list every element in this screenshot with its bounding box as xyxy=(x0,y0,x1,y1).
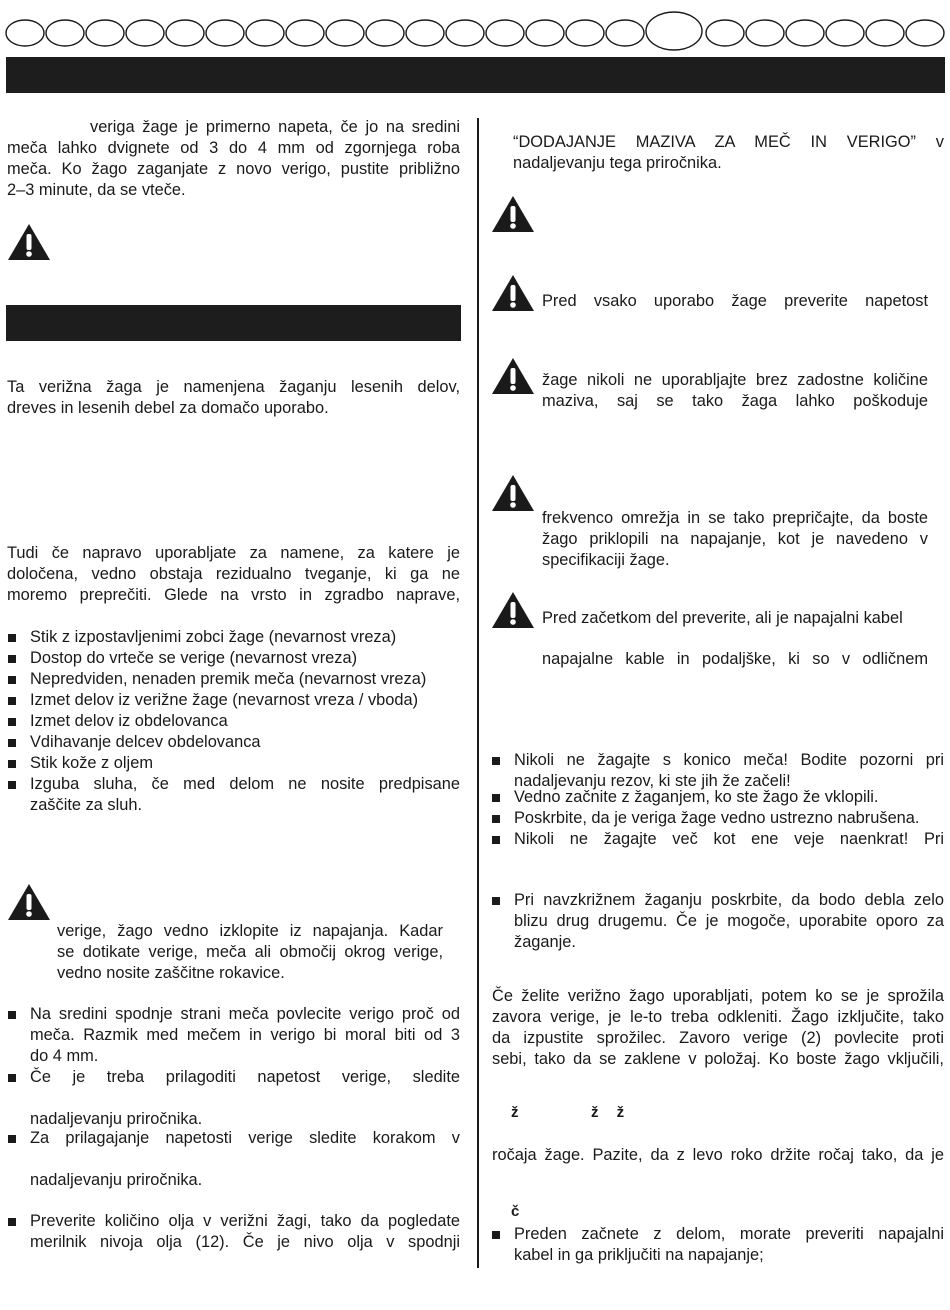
warning-triangle-icon xyxy=(491,273,535,313)
residual-risk-text: določena, vedno obstaja rezidualno tveganje, ki ga ne xyxy=(7,565,460,583)
chain-tension-text: veriga žage je primerno napeta, če jo na sredini xyxy=(90,118,460,136)
warning-text: se dotikate verige, meča ali območij okrog verige, xyxy=(57,943,443,961)
warning-text: Pred začetkom del preverite, ali je napajalni kabel xyxy=(542,609,903,627)
lubrication-ref-text: “DODAJANJE MAZIVA ZA MEČ IN VERIGO” v xyxy=(513,133,944,151)
warning-text: žage nikoli ne uporabljajte brez zadostne količine xyxy=(542,371,928,389)
list-item: Preden začnete z delom, morate preveriti napajalni kabel in ga priključiti na napajanje; xyxy=(492,1224,944,1266)
warning-text: napajalne kable in podaljške, ki so v odličnem xyxy=(542,650,928,668)
warning-triangle-icon xyxy=(491,194,535,234)
chain-tension-text: meča lahko dvignete od 3 do 4 mm od zgornjega roba xyxy=(7,139,460,157)
list-item: Preverite količino olja v verižni žagi, tako da pogledate merilnik nivoja olja (12). Če je nivo olja v spodnji xyxy=(8,1211,460,1253)
residual-risk-text: moremo preprečiti. Glede na vrsto in zgradbo naprave, xyxy=(7,586,460,604)
list-item: Nikoli ne žagajte s konico meča! Bodite pozorni pri nadaljevanju rezov, ki ste jih že začeli! xyxy=(492,750,944,792)
bold-fragment: ž ž xyxy=(591,1104,625,1121)
lubrication-ref-text: nadaljevanju tega priročnika. xyxy=(513,154,722,172)
list-item: Izguba sluha, če med delom ne nosite predpisane zaščite za sluh. xyxy=(8,774,460,816)
section-bar xyxy=(6,305,461,341)
list-item: Če je treba prilagoditi napetost verige, sledite nadaljevanju priročnika. xyxy=(8,1067,460,1130)
warning-text: vedno nosite zaščitne rokavice. xyxy=(57,964,285,982)
chain-brake-text: Če želite verižno žago uporabljati, potem ko se je sprožila xyxy=(492,987,944,1005)
intended-use-text: Ta verižna žaga je namenjena žaganju lesenih delov, xyxy=(7,378,460,396)
header-oval-row xyxy=(0,6,950,56)
warning-triangle-icon xyxy=(491,590,535,630)
handle-text: ročaja žage. Pazite, da z levo roko držite ročaj tako, da je xyxy=(492,1146,944,1164)
warning-text: maziva, saj se tako žaga lahko poškoduje xyxy=(542,392,928,410)
intended-use-text: dreves in lesenih debel za domačo uporabo. xyxy=(7,399,329,417)
header-bar xyxy=(6,57,945,93)
chain-brake-text: da izpustite sprožilec. Zavoro verige (2) povlecite proti xyxy=(492,1029,944,1047)
chain-brake-text: sebi, tako da se zaklene v položaj. Ko boste žago vključili, xyxy=(492,1050,944,1068)
chain-brake-text: zavora verige, je le-to treba odkleniti. Žago izključite, tako xyxy=(492,1008,944,1026)
bold-fragment: č xyxy=(511,1203,520,1220)
chain-tension-text: 2–3 minute, da se vteče. xyxy=(7,181,186,199)
list-item: Na sredini spodnje strani meča povlecite verigo proč od meča. Razmik med mečem in verigo bi moral biti od 3 do 4 mm. xyxy=(8,1004,460,1067)
warning-triangle-icon xyxy=(7,882,51,922)
residual-risk-text: Tudi če napravo uporabljate za namene, za katere je xyxy=(7,544,460,562)
warning-text: Pred vsako uporabo žage preverite napetost xyxy=(542,292,928,310)
warning-text: žago priklopili na napajanje, kot je navedeno v xyxy=(542,530,928,548)
warning-text: verige, žago vedno izklopite iz napajanja. Kadar xyxy=(57,922,443,940)
bold-fragment: ž xyxy=(511,1104,519,1121)
warning-triangle-icon xyxy=(491,356,535,396)
chain-tension-text: meča. Ko žago zaganjate z novo verigo, pustite približno xyxy=(7,160,460,178)
list-item: Pri navzkrižnem žaganju poskrbite, da bodo debla zelo blizu drug drugemu. Če je mogoče, uporabite oporo za žaganje. xyxy=(492,890,944,953)
warning-text: specifikaciji žage. xyxy=(542,551,670,569)
column-divider xyxy=(477,118,479,1268)
warning-triangle-icon xyxy=(7,222,51,262)
warning-triangle-icon xyxy=(491,473,535,513)
list-item: Za prilagajanje napetosti verige sledite korakom v nadaljevanju priročnika. xyxy=(8,1128,460,1191)
warning-text: frekvenco omrežja in se tako prepričajte, da boste xyxy=(542,509,928,527)
